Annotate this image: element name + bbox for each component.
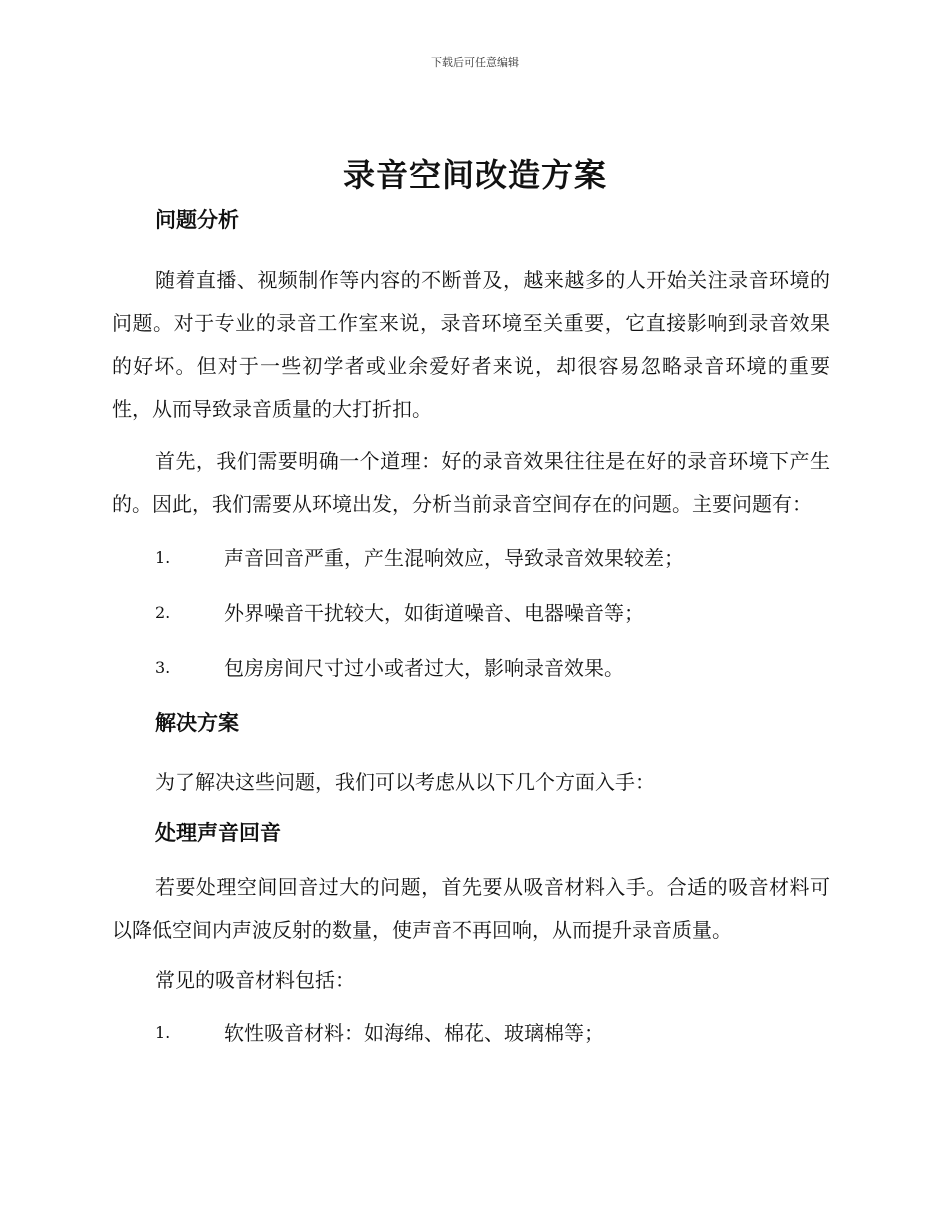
echo-paragraph-2: 常见的吸音材料包括： — [155, 968, 355, 992]
list-number: 2. — [155, 603, 171, 622]
material-list-item — [112, 1016, 830, 1050]
list-text: 包房房间尺寸过小或者过大，影响录音效果。 — [224, 656, 624, 680]
list-number: 1. — [155, 1023, 171, 1042]
problem-paragraph-1: 随着直播、视频制作等内容的不断普及，越来越多的人开始关注录音环境的问题。对于专业的录音工作室来说，录音环境至关重要，它直接影响到录音效果的好坏。但对于一些初学者或业余爱好者来说，却很容易忽略录音环境的重要性，从而导致录音质量的大打折扣。 — [112, 268, 830, 421]
document-body — [112, 203, 830, 1050]
section-heading-echo: 处理声音回音 — [155, 821, 281, 845]
section-heading-solution: 解决方案 — [155, 711, 239, 735]
list-number: 3. — [155, 658, 171, 677]
problem-list-item — [112, 596, 830, 630]
problem-paragraph-2: 首先，我们需要明确一个道理：好的录音效果往往是在好的录音环境下产生的。因此，我们需要从环境出发，分析当前录音空间存在的问题。主要问题有： — [112, 449, 830, 516]
list-text: 外界噪音干扰较大，如街道噪音、电器噪音等； — [224, 601, 644, 625]
problem-list-item — [112, 651, 830, 685]
problem-list-item — [112, 541, 830, 575]
solution-intro-paragraph: 为了解决这些问题，我们可以考虑从以下几个方面入手： — [155, 770, 655, 794]
document-title: 录音空间改造方案 — [342, 156, 607, 194]
page-header-note: 下载后可任意编辑 — [431, 56, 519, 69]
list-number: 1. — [155, 548, 171, 567]
echo-paragraph-1: 若要处理空间回音过大的问题，首先要从吸音材料入手。合适的吸音材料可以降低空间内声波反射的数量，使声音不再回响，从而提升录音质量。 — [112, 875, 830, 942]
section-heading-problem: 问题分析 — [155, 208, 239, 232]
list-text: 声音回音严重，产生混响效应，导致录音效果较差； — [224, 546, 684, 570]
list-text: 软性吸音材料：如海绵、棉花、玻璃棉等； — [224, 1021, 604, 1045]
